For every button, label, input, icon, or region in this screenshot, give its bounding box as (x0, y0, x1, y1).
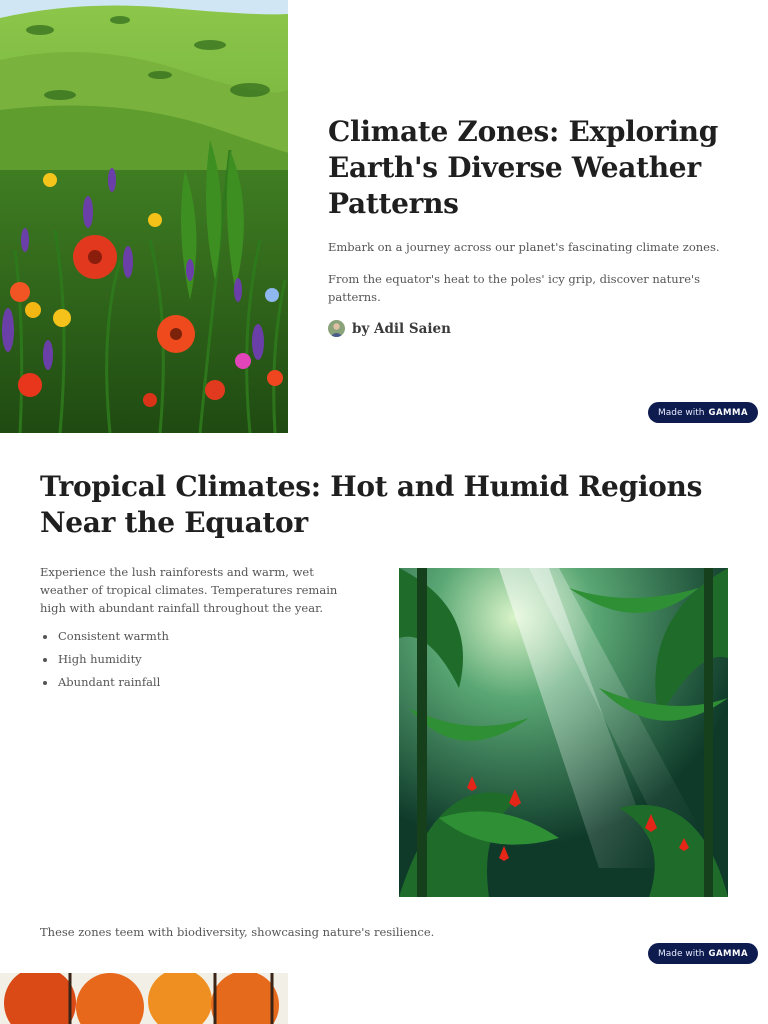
meadow-flowers-image (0, 0, 288, 433)
list-item: High humidity (40, 648, 360, 671)
made-with-gamma-badge[interactable] (648, 402, 758, 423)
author-name: by Adil Saien (352, 320, 451, 337)
badge-prefix: Made with (657, 948, 705, 959)
list-item: Consistent warmth (40, 625, 360, 648)
rainforest-image (399, 568, 728, 897)
made-with-gamma-badge[interactable] (648, 943, 758, 964)
page-title: Climate Zones: Exploring Earth's Diverse Weather Patterns (328, 115, 719, 220)
intro-paragraph-2: From the equator's heat to the poles' icy grip, discover nature's patterns. (328, 272, 701, 304)
slide-tropical (0, 433, 768, 973)
title-block (328, 114, 748, 337)
slide-autumn-partial (0, 973, 768, 1024)
badge-prefix: Made with (657, 407, 705, 418)
list-item: Abundant rainfall (40, 671, 360, 694)
gamma-logo-text: GAMMA (708, 948, 749, 959)
intro-paragraph: Embark on a journey across our planet's fascinating climate zones. (328, 240, 720, 254)
biodiversity-note: These zones teem with biodiversity, showcasing nature's resilience. (40, 925, 435, 939)
feature-list (40, 625, 360, 694)
autumn-trees-image (0, 973, 288, 1024)
tropical-body (40, 563, 360, 694)
section-title: Tropical Climates: Hot and Humid Regions Near the Equator (40, 470, 703, 539)
author-byline[interactable] (328, 320, 748, 337)
slide-title (0, 0, 768, 433)
author-avatar (328, 320, 345, 337)
gamma-logo-text: GAMMA (708, 407, 749, 418)
tropical-intro: Experience the lush rainforests and warm, wet weather of tropical climates. Temperatures remain high with abundant rainfall throughout the year. (40, 565, 338, 615)
